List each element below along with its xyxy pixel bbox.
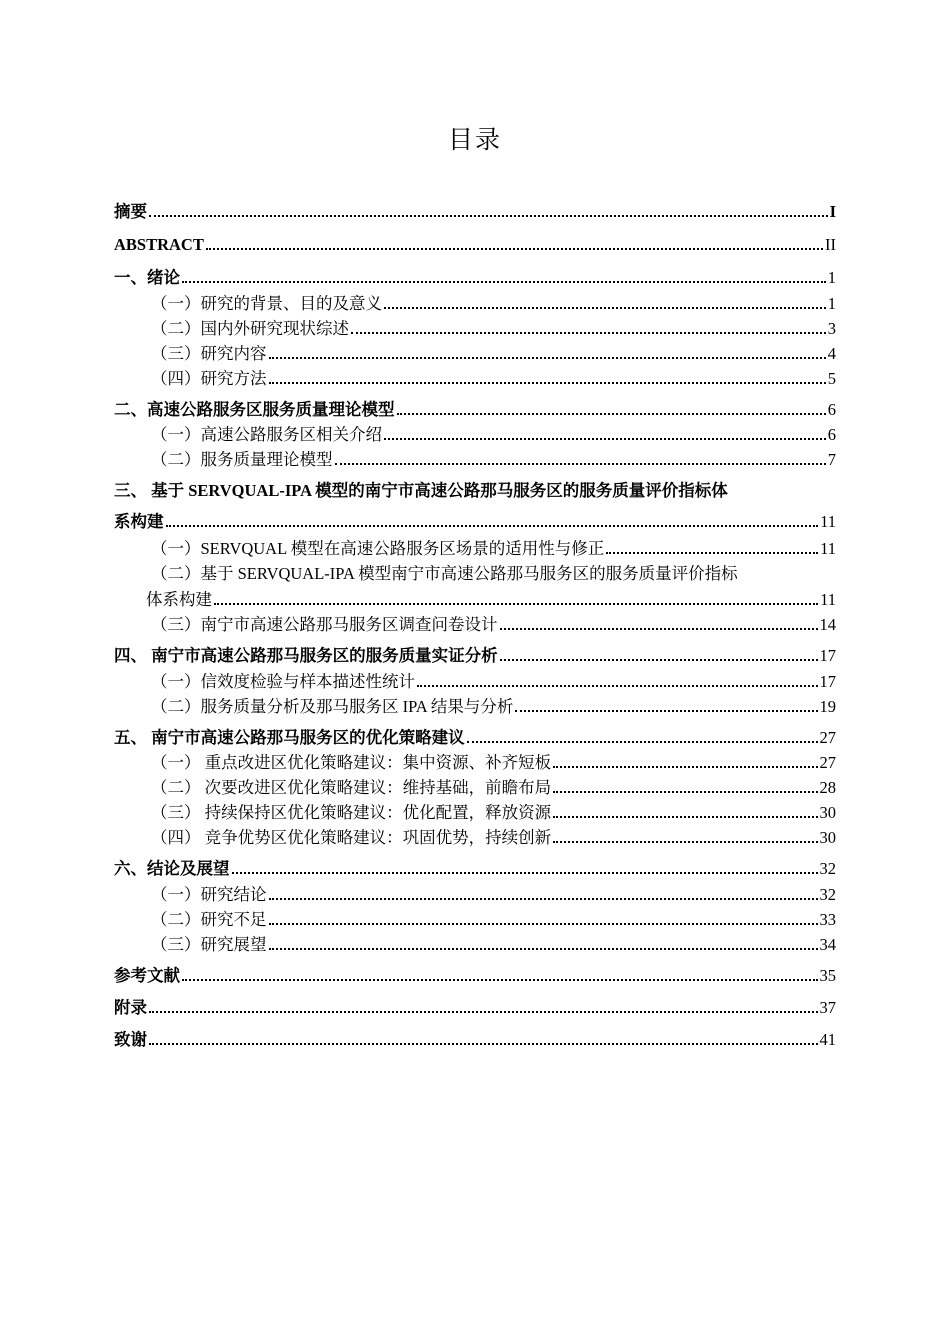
toc-entry-page: 3 (827, 319, 836, 338)
toc-entry-section-3-3[interactable] (151, 613, 836, 635)
toc-entry-label-line1: 三、 基于 SERVQUAL-IPA 模型的南宁市高速公路那马服务区的服务质量评价指标体 (114, 481, 728, 500)
toc-entry-section-3-1[interactable] (151, 537, 836, 559)
toc-entry-page: 6 (827, 400, 836, 419)
dot-leader (500, 658, 818, 661)
toc-entry-page: 27 (819, 753, 836, 772)
toc-entry-chapter-6[interactable] (114, 857, 836, 879)
toc-entry-page: 28 (819, 778, 836, 797)
toc-entry-label: （二）国内外研究现状综述 (151, 319, 349, 338)
dot-leader (182, 978, 818, 981)
toc-entry-label: 四、 南宁市高速公路那马服务区的服务质量实证分析 (114, 646, 498, 665)
toc-entry-label: （一）研究结论 (151, 885, 267, 904)
toc-entry-page: 7 (827, 450, 836, 469)
toc-entry-chapter-5[interactable] (114, 726, 836, 748)
dot-leader (149, 1042, 818, 1045)
dot-leader (417, 684, 818, 687)
toc-entry-label: 附录 (114, 998, 147, 1017)
toc-entry-label: （四）研究方法 (151, 369, 267, 388)
toc-entry-section-2-1[interactable] (151, 423, 836, 445)
toc-entry-page: 41 (819, 1030, 836, 1049)
toc-entry-references[interactable] (114, 964, 836, 986)
toc-entry-section-5-1[interactable] (151, 751, 836, 773)
toc-entry-page: 11 (820, 590, 836, 609)
dot-leader (214, 602, 818, 605)
dot-leader (149, 214, 828, 217)
dot-leader (335, 462, 826, 465)
toc-entry-abstract-cn[interactable] (114, 200, 836, 222)
toc-entry-label-line1: （二）基于 SERVQUAL-IPA 模型南宁市高速公路那马服务区的服务质量评价指标 (151, 564, 738, 583)
toc-entry-label: 一、绪论 (114, 268, 180, 287)
dot-leader (384, 437, 826, 440)
toc-entry-page: 19 (819, 697, 836, 716)
toc-entry-label: 参考文献 (114, 966, 180, 985)
toc-entry-label: （四） 竞争优势区优化策略建议：巩固优势，持续创新 (151, 828, 552, 847)
toc-entry-section-5-4[interactable] (151, 826, 836, 848)
toc-entry-label: 二、高速公路服务区服务质量理论模型 (114, 400, 395, 419)
toc-title: 目录 (447, 127, 502, 154)
toc-entry-page: 32 (819, 885, 836, 904)
toc-entry-label: 五、 南宁市高速公路那马服务区的优化策略建议 (114, 728, 465, 747)
toc-entry-page: 17 (819, 646, 836, 665)
toc-entry-label: 摘要 (114, 202, 147, 221)
dot-leader (206, 247, 823, 250)
dot-leader (553, 815, 817, 818)
toc-entry-label: （一）高速公路服务区相关介绍 (151, 425, 382, 444)
toc-entry-page: 30 (819, 828, 836, 847)
dot-leader (553, 840, 817, 843)
toc-entry-section-4-2[interactable] (151, 695, 836, 717)
toc-entry-label: （三）研究展望 (151, 935, 267, 954)
toc-entry-label: 系构建 (114, 512, 164, 531)
toc-entry-page: 17 (819, 672, 836, 691)
toc-entry-section-4-1[interactable] (151, 670, 836, 692)
toc-entry-section-5-2[interactable] (151, 776, 836, 798)
dot-leader (500, 627, 818, 630)
dot-leader (269, 947, 818, 950)
toc-entry-label: 体系构建 (146, 590, 212, 609)
toc-entry-label: （一）SERVQUAL 模型在高速公路服务区场景的适用性与修正 (151, 539, 605, 558)
dot-leader (149, 1010, 818, 1013)
toc-entry-chapter-1[interactable] (114, 266, 836, 288)
toc-entry-page: 11 (820, 512, 836, 531)
dot-leader (269, 897, 818, 900)
toc-entry-page: 35 (819, 966, 836, 985)
dot-leader (232, 871, 818, 874)
toc-entry-section-6-2[interactable] (151, 908, 836, 930)
toc-entry-label: （三）研究内容 (151, 344, 267, 363)
toc-entry-page: 37 (819, 998, 836, 1017)
toc-entry-page: 6 (827, 425, 836, 444)
dot-leader (515, 709, 817, 712)
toc-entry-chapter-3[interactable] (114, 510, 836, 532)
toc-entry-page: 27 (819, 728, 836, 747)
toc-entry-label: （二）服务质量理论模型 (151, 450, 333, 469)
dot-leader (269, 381, 826, 384)
toc-entry-section-1-4[interactable] (151, 367, 836, 389)
toc-entry-label: （三）南宁市高速公路那马服务区调查问卷设计 (151, 615, 498, 634)
toc-entry-label: （一）信效度检验与样本描述性统计 (151, 672, 415, 691)
dot-leader (166, 524, 819, 527)
dot-leader (553, 790, 817, 793)
toc-entry-section-1-1[interactable] (151, 292, 836, 314)
toc-entry-section-1-2[interactable] (151, 317, 836, 339)
toc-entry-page: 4 (827, 344, 836, 363)
toc-entry-page: I (829, 202, 836, 221)
toc-entry-label: （一） 重点改进区优化策略建议：集中资源、补齐短板 (151, 753, 552, 772)
toc-entry-section-3-2[interactable] (146, 588, 836, 610)
toc-entry-label: （二） 次要改进区优化策略建议：维持基础，前瞻布局 (151, 778, 552, 797)
toc-entry-acknowledgements[interactable] (114, 1028, 836, 1050)
toc-entry-abstract-en[interactable] (114, 233, 836, 255)
toc-entry-section-6-1[interactable] (151, 883, 836, 905)
toc-entry-page: 11 (820, 539, 836, 558)
dot-leader (553, 765, 817, 768)
dot-leader (269, 922, 818, 925)
toc-entry-page: 1 (827, 268, 836, 287)
toc-entry-label: ABSTRACT (114, 235, 204, 254)
toc-entry-page: 33 (819, 910, 836, 929)
toc-entry-page: 32 (819, 859, 836, 878)
toc-entry-section-5-3[interactable] (151, 801, 836, 823)
dot-leader (182, 280, 826, 283)
toc-entry-page: 34 (819, 935, 836, 954)
toc-entry-chapter-3-line1[interactable] (114, 481, 836, 501)
toc-entry-page: 5 (827, 369, 836, 388)
dot-leader (384, 306, 826, 309)
toc-entry-appendix[interactable] (114, 996, 836, 1018)
dot-leader (269, 356, 826, 359)
toc-entry-section-3-2-line1[interactable] (151, 564, 836, 584)
dot-leader (606, 551, 818, 554)
toc-entry-chapter-2[interactable] (114, 398, 836, 420)
toc-entry-label: （二）研究不足 (151, 910, 267, 929)
toc-entry-section-2-2[interactable] (151, 448, 836, 470)
toc-entry-label: （三） 持续保持区优化策略建议：优化配置，释放资源 (151, 803, 552, 822)
toc-entry-label: （一）研究的背景、目的及意义 (151, 294, 382, 313)
toc-entry-label: （二）服务质量分析及那马服务区 IPA 结果与分析 (151, 697, 514, 716)
toc-entry-chapter-4[interactable] (114, 644, 836, 666)
toc-entry-page: 14 (819, 615, 836, 634)
toc-entry-label: 六、结论及展望 (114, 859, 230, 878)
toc-entry-page: II (825, 235, 836, 254)
dot-leader (397, 412, 826, 415)
dot-leader (351, 331, 826, 334)
toc-entry-label: 致谢 (114, 1030, 147, 1049)
toc-entry-section-1-3[interactable] (151, 342, 836, 364)
dot-leader (467, 740, 818, 743)
toc-entry-section-6-3[interactable] (151, 933, 836, 955)
toc-entry-page: 1 (827, 294, 836, 313)
toc-entry-page: 30 (819, 803, 836, 822)
